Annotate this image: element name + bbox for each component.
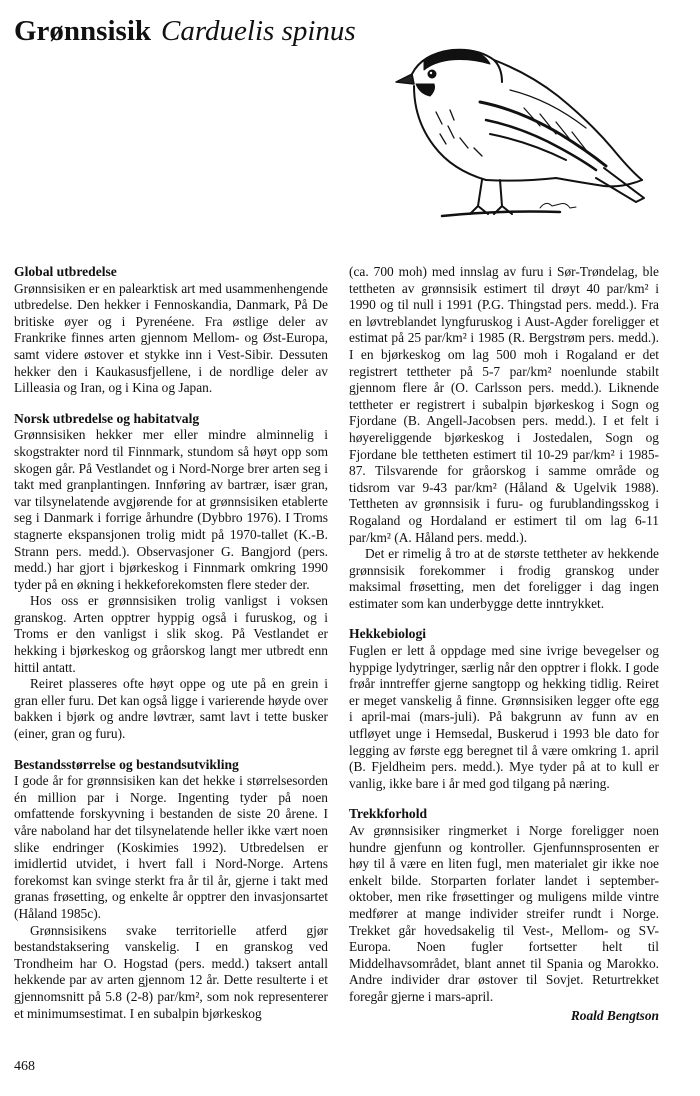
species-common-name: Grønnsisik: [14, 15, 151, 47]
section-global-distribution: [14, 264, 328, 397]
paragraph: Det er rimelig å tro at de største tettheter av hekkende grønnsisik forekommer i frodig granskog under maksimal frøsetting, men det foreligger i dag ingen estimater som kan underbygge dette inntrykket.: [349, 546, 659, 611]
paragraph: (ca. 700 moh) med innslag av furu i Sør-Trøndelag, ble tettheten av grønnsisik estimert til drøyt 40 par/km² i 1990 og til null i 1991 (P.G. Thingstad pers. medd.). Fra en løvtreblandet lyngfuruskog i Aust-Agder foreligger et estimat på 25 par/km² i 1985 (R. Bergstrøm pers. medd.). I en bjørkeskog om lag 500 moh i Rogaland er det registrert tettheter på 5-7 par/km² noenlunde stabilt gjennom flere år (O. Carlsson pers. medd.). Liknende tettheter er registrert i subalpin bjørkeskog i Sogn og Fjordane (B. Angell-Jacobsen pers. medd.). I et felt i høyereliggende bjørkeskog i Jostedalen, Sogn og Fjordane ble tettheten estimert til 10-29 par/km² i 1985-87. Tilsvarende for gråorskog i samme område og tidsrom var 9-43 par/km² (Håland & Ugelvik 1988). Tettheten av grønnsisik i furu- og furublandingsskog i Rogaland og Hordaland er estimert til om lag 6-11 par/km² (A. Håland pers. medd.).: [349, 264, 659, 545]
paragraph: Grønnsisiken er en palearktisk art med usammenhengende utbredelse. Den hekker i Fennoskandia, Danmark, På De britiske øyer og i Pyrenéene. Fra østlige deler av Frankrike finnes arten gjennom Mellom- og Øst-Europa, samt videre østover et stykke inn i Vest-Sibir. Dessuten hekker den i Kaukasusfjellene, i de nordlige deler av Lilleasia og Iran, og i Kina og Japan.: [14, 280, 328, 396]
left-column: [14, 264, 328, 1036]
paragraph: Hos oss er grønnsisiken trolig vanligst i voksen granskog. Arten opptrer hyppig også i furuskog, og i Troms er den vanligst i slik skog. På Vestlandet er hekking i bjørkeskog og gråorskog langt mer utbredt enn hittil antatt.: [14, 593, 328, 675]
siskin-illustration: [390, 30, 652, 230]
section-norwegian-distribution: [14, 411, 328, 743]
paragraph: Grønnsisiken hekker mer eller mindre alminnelig i skogstrakter nord til Finnmark, stundom så høyt opp som skogen går. På Vestlandet og i Nord-Norge brer arten seg i takt med granplantingen. Innføring av bartrær, især gran, var tilsynelatende avgjørende for at grønnsisiken etablerte seg i Danmark i forrige århundre (Dybbro 1976). I Troms stagnerte ekspansjonen trolig midt på 1970-tallet (K.-B. Strann pers. medd.). Observasjoner G. Bangjord (pers. medd.) har gjort i bjørkeskog i Finnmark omkring 1990 tyder på en økning i hekkeforekomsten flere steder der.: [14, 427, 328, 592]
page-number: 468: [14, 1059, 35, 1074]
paragraph: Fuglen er lett å oppdage med sine ivrige bevegelser og hyppige lydytringer, særlig når den opptrer i flokk. I gode frøår inntreffer gjerne sangtopp og hekking tidlig. Reiret er meget vanskelig å finne. Grønnsisiken legger ofte egg i april-mai (mars-juli). På bakgrunn av funn av en utfløyet unge i Hemsedal, Buskerud i 1993 ble dato for legging av første egg beregnet til å være omkring 1. april (B. Fjeldheim pers. medd.). Mye tyder på at to kull er vanlig, ikke bare i år med god tilgang på næring.: [349, 643, 659, 791]
section-population-continued: [349, 264, 659, 612]
paragraph: I gode år for grønnsisiken kan det hekke i størrelsesorden én million par i Norge. Ingenting tyder på noen omfattende forskyvning i bestanden de siste 20 årene. I våre naboland har det tilsynelatende heller ikke vært noen slike endringer (Koskimies 1992). Utbredelsen er imidlertid utvidet, i hvert fall i Nord-Norge. Artens forekomst kan svinge sterkt fra år til år, gjerne i takt med granas frøsetting, og enkelte år opptrer den invasjonsartet (Håland 1985c).: [14, 773, 328, 921]
paragraph: Av grønnsisiker ringmerket i Norge foreligger noen hundre gjenfunn og kontroller. Gjenfunnsprosenten er høy til å være en liten fugl, men materialet gir ikke noe enkelt bilde. Storparten forlater landet i september-oktober, men rike frøsettinger og muligens milde vintre medfører at mange individer streifer rundt i Norge. Trekket går hovedsakelig til Vest-, Mellom- og SV-Europa. Noen fugler fortsetter helt til Middelhavsområdet, blant annet til Spania og Marokko. Andre individer drar østover til Sovjet. Returtrekket foregår gjerne i mars-april.: [349, 823, 659, 1004]
species-latin-name: Carduelis spinus: [161, 15, 356, 47]
section-heading: Bestandsstørrelse og bestandsutvikling: [14, 756, 239, 772]
page-title: [14, 14, 356, 48]
section-heading: Trekkforhold: [349, 806, 428, 822]
section-heading: Norsk utbredelse og habitatvalg: [14, 410, 200, 426]
section-heading: Global utbredelse: [14, 264, 117, 279]
paragraph: Reiret plasseres ofte høyt oppe og ute på en grein i gran eller furu. Det kan også ligge i varierende høyde over bakken i bjørk og andre løvtrær, samt lavt i tette busker (einer, gran og furu).: [14, 676, 328, 742]
section-heading: Hekkebiologi: [349, 626, 427, 642]
author-name: Roald Bengtson: [570, 1007, 659, 1023]
section-migration: [349, 806, 659, 1024]
right-column: [349, 264, 659, 1038]
paragraph: Grønnsisikens svake territorielle atferd gjør bestandstaksering vanskelig. I en granskog ved Trondheim har O. Hogstad (pers. medd.) taksert antall hekkende par av arten gjennom 12 år. Dette resulterte i et gjennomsnitt på 5.8 (2-8) par/km², som nok representerer et minimumsestimat. I en subalpin bjørkeskog: [14, 922, 328, 1021]
section-population: [14, 757, 328, 1023]
section-breeding-biology: [349, 626, 659, 792]
